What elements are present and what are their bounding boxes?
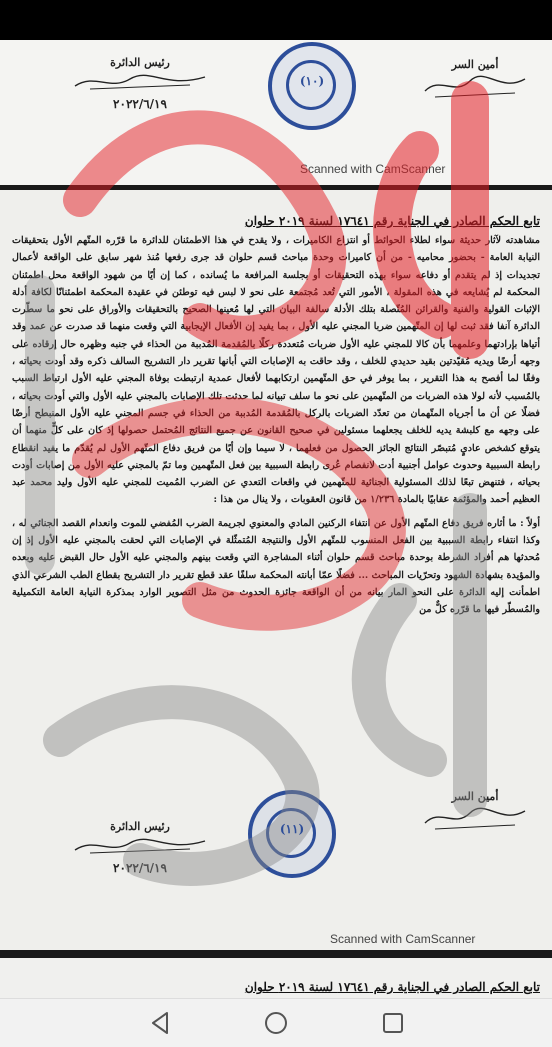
chief-signature-icon: [70, 835, 210, 857]
chief-label: رئيس الدائرة: [110, 56, 170, 69]
judgment-body: [12, 232, 540, 619]
chief-label: رئيس الدائرة: [110, 820, 170, 833]
home-button[interactable]: [260, 1007, 292, 1039]
secretary-signature-icon: [420, 71, 530, 101]
secretary-signature-block: [420, 58, 530, 105]
paragraph: أولاً : ما أثاره فريق دفاع المتّهم الأول عن انتفاء الركنين المادي والمعنوي لجريمة الضرب المُفضي للموت وانعدام القصد الجنائي له ، وكذا انتفاء رابطة السببية بين الفعل المنسوب للمتّهم الأول والنتيجة المُتمثّلة في الإصابات التي لحقت بالمجني عليه الأول إذ إن مُحدثها هم أفراد الشرطة بوحدة مباحث قسم حلوان أثناء المشاجرة التي وقعت بينهم والمجني عليه الأول حال القبض عليه وبعده والمؤيدة بشهادة الشهود وتحرّيات المباحث ... فضلًا عمّا أبانته المحكمة سلفًا عقد قطع تقرير دار التشريح بقطاع الطب الشرعي الذي اطمأنت إليه الدائرة على النحو المار بيانه من أن الواقعة جائزة الحدوث من مثل التصوير الوارد بمذكرة النيابة العامة التكميلية والمُسطّر فيها ما قرّره كلٌّ من: [12, 517, 540, 616]
page-header: [12, 980, 540, 994]
chief-signature-block: [70, 820, 210, 875]
secretary-signature-icon: [420, 803, 530, 833]
camscanner-watermark: Scanned with CamScanner: [330, 932, 476, 946]
chief-signature-block: [70, 56, 210, 111]
back-icon: [145, 1007, 177, 1039]
page-1-fragment: [0, 40, 552, 185]
chief-signature-icon: [70, 71, 210, 93]
signature-date: ٢٠٢٢/٦/١٩: [113, 97, 167, 111]
top-black-bar: [0, 0, 552, 40]
paragraph: مشاهدته لآثار حديثة سواء لطلاء الحوائط أو انتزاع الكاميرات ، ولا يقدح في هذا الاطمئنان للدائرة ما قرّره المتّهم الأول بتحقيقات النيابة العامة - بحضور محاميه - من أن كاميرات وحدة مباحث قسم حلوان قد جرى رفعها مُنذ شهر سابق على الواقعة لأعمال تجديدات إذ لم يتقدم أو دفاعه سواء بهذه التحقيقات أو بجلسة المرافعة ما يُسانده ، كما إن أيًا من شهود الواقعة محل اطمئنان المحكمة لم يُشايعه في هذه المقولة ، الأمور التي تُعد مُجتمعة على نحو لا لبس فيه توطئن في عقيدة المحكمة اطمئنانًا لكافة أدلة الإثبات القولية والفنية والقرائن المُتّصلة بتلك الأدلة سالفة البيان التي لها مُعينها الصحيح بالتحقيقات والأوراق على نحو ما سطّرت الدائرة آنفا فقد ثبت لها إن المتّهمين ضربا المجني عليه الأول ، بما يفيد إن الأفعال الإيجابية التي وقعت منهما قد صدرت عن عمد وقد أتياها بإرادتهما وعلمهما بأن كالا للمجني عليه الأول ضربات مُتعددة ركلًا بالمُقدمة المُدببة من الحذاء في جنبه وظهره حال إرقاده على وجهه أرضًا ويديه مُقيّدتين بقيد حديدي للخلف ، وقد حاقت به الإصابات التي أبانها تقرير دار التشريح السالف ذكره وقد أودت بحياته ، وفقًا لما أفصح به هذا التقرير ، بما يوفر في حق المتّهمين ارتكابهما لأفعال عمدية ارتبطت بوفاة المجني عليه الأول ارتباط السبب بالمُسبب لأنه لولا هذه الضربات من المتّهمين على نحو ما سلف تبيانه لما حدثت تلك الإصابات بالمجني عليه الأول والتي أودت بحياته ، فضلًا عن أن ما أجرياه المتّهمان من تعدّد الضربات بالركل بالمُقدمة المُدببة من الحذاء في جسم المجني عليه الأول المنبطح أرضًا على وجهه مع كلبشة يديه للخلف يجعلهما مسئولين في صحيح القانون عن جميع النتائج المُحتمل حصولها إذ كان على كلٍّ منهما أن يتوقع كشخص عاديٍ مُتبصّر النتائج الجائز الحصول من فعلهما ، لا سيما وإن أيًا من فريق دفاع المتّهم الأول لم يُقدّم ما يفيد انقطاع رابطة السببية وحدوث عوامل أجنبية أدت لانفصام عُرى رابطة السببية بين فعل المتّهمين وما تمّ بالمجني عليه الأول من إصابات أودت بحياته ، فتنهض تبعًا لذلك المسئولية الجنائية للمتّهمين في واقعات التعدي عن الضرب المُميت للمجني عليه الأول وليد محمد عبد العظيم أحمد والمؤثمة عقابيًا بالمادة ١/٢٣٦ من قانون العقوبات ، ولا ينال من هذا :: [12, 235, 540, 506]
seal-number: (١١): [279, 822, 305, 836]
court-seal-icon: [248, 790, 336, 878]
page-3-fragment: [0, 958, 552, 998]
seal-number: (١٠): [299, 74, 325, 88]
back-button[interactable]: [145, 1007, 177, 1039]
secretary-signature-block: [420, 790, 530, 837]
camscanner-watermark: Scanned with CamScanner: [300, 162, 446, 176]
home-icon: [260, 1007, 292, 1039]
secretary-label: أمين السر: [451, 790, 499, 803]
page-header-text: تابع الحكم الصادر في الجناية رقم ١٧٦٤١ لسنة ٢٠١٩ حلوان: [244, 214, 540, 228]
secretary-label: أمين السر: [451, 58, 499, 71]
page-2: [0, 190, 552, 950]
page-header: [12, 214, 540, 228]
page-header-text: تابع الحكم الصادر في الجناية رقم ١٧٦٤١ لسنة ٢٠١٩ حلوان: [244, 980, 540, 994]
recents-button[interactable]: [377, 1007, 409, 1039]
navigation-bar: [0, 998, 552, 1047]
court-seal-icon: [268, 42, 356, 130]
signature-date: ٢٠٢٢/٦/١٩: [113, 861, 167, 875]
recents-icon: [377, 1007, 409, 1039]
